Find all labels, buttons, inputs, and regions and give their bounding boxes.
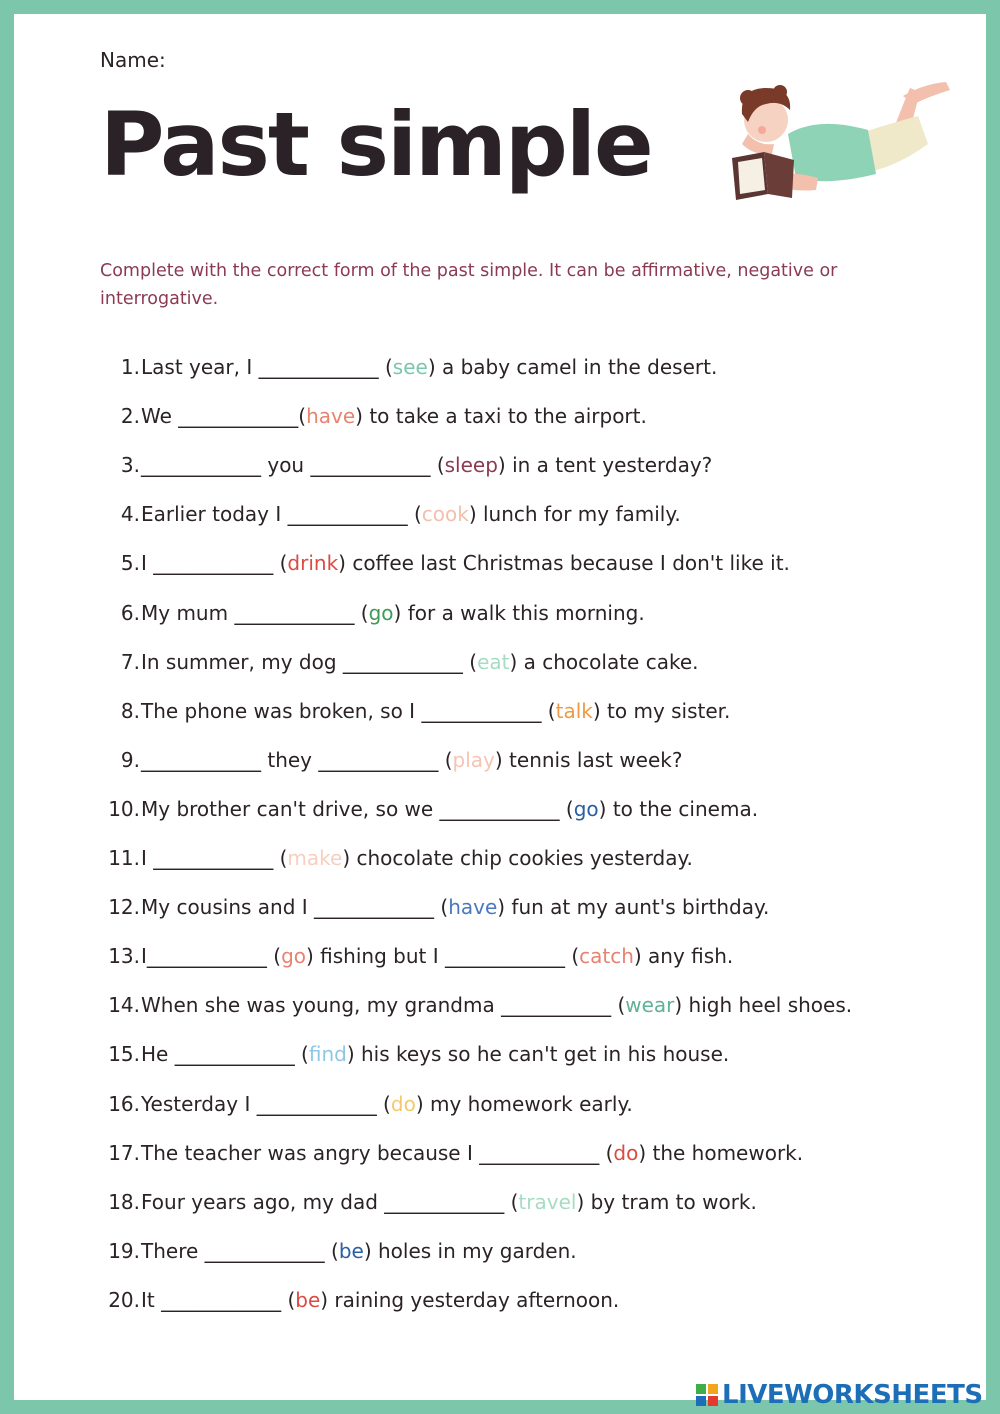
question-sentence-start: Last year, I ____________ ( xyxy=(141,355,393,379)
question-sentence-start: In summer, my dog ____________ ( xyxy=(141,649,478,674)
reading-child-illustration xyxy=(718,74,958,204)
verb-hint: sleep xyxy=(444,453,498,478)
question-item xyxy=(0,396,1000,436)
verb-hint: eat xyxy=(477,649,510,674)
question-sentence-start: My cousins and I ____________ ( xyxy=(141,895,449,920)
question-text xyxy=(141,494,681,534)
question-text xyxy=(141,838,693,878)
question-sentence-start: Yesterday I ____________ ( xyxy=(141,1091,391,1116)
question-number: 1. xyxy=(120,355,140,379)
question-text xyxy=(141,642,698,682)
brand-name: LIVEWORKSHEETS xyxy=(722,1380,983,1410)
question-sentence-end: ) by tram to work. xyxy=(576,1189,757,1214)
question-number: 4. xyxy=(120,502,140,527)
liveworksheets-logo xyxy=(696,1380,983,1410)
question-item xyxy=(0,1084,1000,1124)
question-sentence-start: My brother can't drive, so we ____________ ( xyxy=(141,796,574,821)
verb-hint: have xyxy=(306,404,356,429)
question-sentence-end: ) high heel shoes. xyxy=(674,993,853,1018)
question-sentence-end: ) fishing but I ____________ ( xyxy=(306,944,580,969)
question-text xyxy=(141,1034,729,1074)
question-sentence-end: ) a chocolate cake. xyxy=(509,649,699,674)
question-item xyxy=(0,1182,1000,1222)
question-text xyxy=(141,936,733,976)
question-sentence-start: The teacher was angry because I ____________ ( xyxy=(141,1140,614,1165)
question-text xyxy=(141,445,712,485)
question-number: 5. xyxy=(120,551,140,576)
question-item xyxy=(0,691,1000,731)
question-item xyxy=(0,985,1000,1025)
question-item xyxy=(0,887,1000,927)
question-item xyxy=(0,740,1000,780)
question-sentence-start: ____________ they ____________ ( xyxy=(141,747,453,772)
question-text xyxy=(141,691,730,731)
question-item xyxy=(0,593,1000,633)
question-text xyxy=(141,985,852,1025)
question-sentence-end: ) in a tent yesterday? xyxy=(497,453,713,478)
question-sentence-end: ) tennis last week? xyxy=(494,747,683,772)
question-number: 20. xyxy=(108,1287,140,1312)
question-item xyxy=(0,347,1000,387)
question-sentence-start: He ____________ ( xyxy=(141,1042,309,1067)
question-sentence-start: I____________ ( xyxy=(141,944,282,969)
question-text xyxy=(141,1084,633,1124)
question-sentence-start: It ____________ ( xyxy=(141,1287,296,1312)
question-text xyxy=(141,1280,619,1320)
question-number: 3. xyxy=(120,453,140,478)
verb-hint: do xyxy=(613,1140,639,1165)
question-number: 9. xyxy=(120,747,140,772)
verb-hint: be xyxy=(295,1287,321,1312)
question-number: 8. xyxy=(120,698,140,723)
question-item xyxy=(0,445,1000,485)
question-sentence-end: ) to take a taxi to the airport. xyxy=(355,404,647,429)
question-text xyxy=(141,1133,803,1173)
question-text xyxy=(141,1182,757,1222)
question-item xyxy=(0,1280,1000,1320)
question-sentence-start: We ____________( xyxy=(141,404,307,429)
verb-hint: travel xyxy=(518,1189,577,1214)
question-item xyxy=(0,936,1000,976)
question-number: 17. xyxy=(108,1140,140,1165)
question-item xyxy=(0,1034,1000,1074)
question-sentence-end: ) holes in my garden. xyxy=(363,1238,577,1263)
question-sentence-end: ) chocolate chip cookies yesterday. xyxy=(342,846,693,870)
question-sentence-start: Four years ago, my dad ____________ ( xyxy=(141,1189,519,1214)
question-text xyxy=(141,1231,577,1271)
question-sentence-end: ) a baby camel in the desert. xyxy=(427,355,718,379)
verb-hint: go xyxy=(573,796,599,821)
question-sentence-end: ) to my sister. xyxy=(592,698,731,723)
verb-hint: find xyxy=(308,1042,347,1067)
question-sentence-start: I ____________ ( xyxy=(141,551,288,576)
question-sentence-end: ) the homework. xyxy=(638,1140,804,1165)
instructions-text: Complete with the correct form of the past simple. It can be affirmative, negative or interrogative. xyxy=(100,261,838,309)
verb-hint: make xyxy=(287,846,343,870)
verb-hint: have xyxy=(448,895,498,920)
question-sentence-end: ) to the cinema. xyxy=(598,796,759,821)
question-number: 15. xyxy=(108,1042,140,1067)
question-number: 7. xyxy=(120,649,140,674)
question-number: 19. xyxy=(108,1238,140,1263)
question-text xyxy=(141,347,717,387)
question-number: 10. xyxy=(108,796,140,821)
question-sentence-end: ) my homework early. xyxy=(415,1091,633,1116)
question-number: 16. xyxy=(108,1091,140,1116)
verb-hint: go xyxy=(281,944,306,969)
verb-hint: go xyxy=(368,600,394,625)
logo-cubes-icon xyxy=(696,1384,718,1406)
question-item xyxy=(0,838,1000,878)
question-sentence-end: ) lunch for my family. xyxy=(468,502,681,527)
verb-hint: talk xyxy=(555,698,593,723)
question-text xyxy=(141,593,645,633)
question-item xyxy=(0,1133,1000,1173)
question-item xyxy=(0,1231,1000,1271)
question-sentence-start: My mum ____________ ( xyxy=(141,600,369,625)
question-number: 13. xyxy=(108,944,140,969)
question-number: 18. xyxy=(108,1189,140,1214)
verb-hint: wear xyxy=(625,993,675,1018)
question-sentence-end: ) raining yesterday afternoon. xyxy=(320,1287,620,1312)
question-sentence-end: ) any fish. xyxy=(633,944,734,969)
verb-hint: do xyxy=(390,1091,416,1116)
question-item xyxy=(0,543,1000,583)
question-sentence-start: Earlier today I ____________ ( xyxy=(141,502,422,527)
question-sentence-start: I ____________ ( xyxy=(141,846,288,870)
question-sentence-start: ____________ you ____________ ( xyxy=(141,453,445,478)
question-item xyxy=(0,789,1000,829)
question-text xyxy=(141,396,647,436)
question-sentence-end: ) fun at my aunt's birthday. xyxy=(497,895,770,920)
question-sentence-end: ) for a walk this morning. xyxy=(393,600,645,625)
question-number: 14. xyxy=(108,993,140,1018)
question-sentence-end: ) his keys so he can't get in his house. xyxy=(346,1042,730,1067)
question-sentence-start: The phone was broken, so I ____________ ( xyxy=(141,698,556,723)
question-item xyxy=(0,642,1000,682)
verb-hint: see xyxy=(392,355,428,379)
verb-hint: be xyxy=(338,1238,364,1263)
page-title: Past simple xyxy=(100,93,652,196)
question-number: 6. xyxy=(120,600,140,625)
verb-hint: drink xyxy=(287,551,339,576)
question-number: 11. xyxy=(108,846,140,870)
verb-hint: cook xyxy=(421,502,469,527)
question-text xyxy=(141,887,769,927)
question-text xyxy=(141,740,682,780)
question-item xyxy=(0,494,1000,534)
question-text xyxy=(141,543,790,583)
question-number: 12. xyxy=(108,895,140,920)
question-number: 2. xyxy=(120,404,140,429)
question-sentence-start: When she was young, my grandma ___________ ( xyxy=(141,993,626,1018)
verb-hint: play xyxy=(452,747,495,772)
name-label: Name: xyxy=(100,48,166,72)
question-sentence-start: There ____________ ( xyxy=(141,1238,339,1263)
verb-hint: catch xyxy=(579,944,634,969)
question-sentence-end: ) coffee last Christmas because I don't like it. xyxy=(338,551,790,576)
question-text xyxy=(141,789,758,829)
